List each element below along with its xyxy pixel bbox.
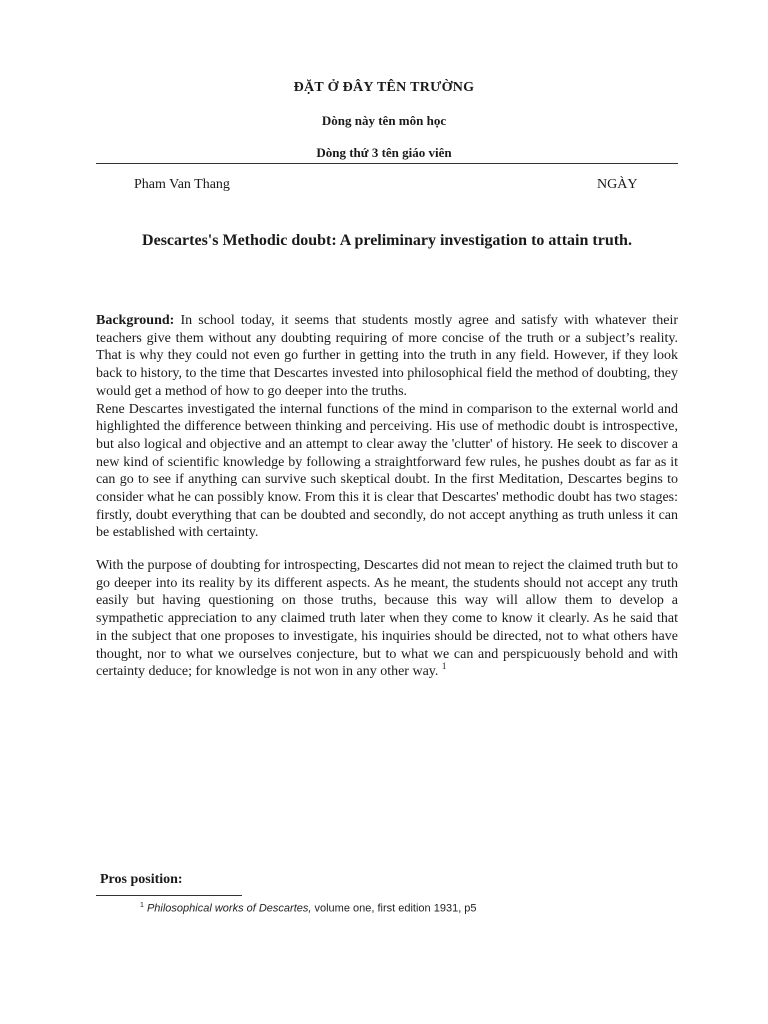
footnote-source-title: Philosophical works of Descartes, (146, 902, 312, 915)
date-label: NGÀY (597, 177, 638, 192)
background-paragraph (96, 312, 678, 542)
footnote-divider (96, 895, 242, 896)
course-name: Dòng này tên môn học (321, 113, 447, 128)
footnote-source-details: volume one, first edition 1931, p5 (311, 902, 477, 915)
footnote (140, 902, 477, 915)
teacher-name: Dòng thứ 3 tên giáo viên (316, 145, 452, 160)
background-text: In school today, it seems that students mostly agree and satisfy with whatever their teachers give them without any doubting requiring of more concise of the truth or a subject’s reality. That is why they could not even go further in getting into the truth in any field. However, if they look back to history, to the time that Descartes invested into philosophical field the method of doubting, they would get a method of how to go deeper into the truths. (96, 313, 678, 399)
purpose-text-block (96, 557, 678, 681)
pros-position-heading: Pros position: (100, 872, 183, 887)
school-name: ĐẶT Ở ĐÂY TÊN TRƯỜNG (293, 80, 475, 95)
header-divider (96, 163, 678, 164)
purpose-paragraph (96, 557, 678, 681)
student-name: Pham Van Thang (134, 177, 230, 192)
purpose-text: With the purpose of doubting for introspecting, Descartes did not mean to reject the claimed truth but to go deeper into its reality by its different aspects. As he meant, the students should not accept any truth easily but having questioning on those truths, because this way will allow them to develop a sympathetic appreciation to any claimed truth later when they come to know it clearly. As he said that in the subject that one proposes to investigate, his inquiries should be directed, not to what others have thought, nor to what we ourselves conjecture, but to what we can and perspicuously behold and with certainty deduce; for knowledge is not won in any other way. (96, 558, 678, 680)
background-intro (96, 312, 678, 401)
essay-title: Descartes's Methodic doubt: A preliminary investigation to attain truth. (142, 232, 632, 249)
background-label: Background: (96, 313, 175, 328)
footnote-reference: 1 (441, 660, 447, 671)
descartes-text: Rene Descartes investigated the internal functions of the mind in comparison to the external world and highlighted the difference between thinking and perceiving. His use of methodic doubt is introspective, but also logical and objective and an attempt to clear away the 'clutter' of history. He seek to discover a new kind of scientific knowledge by following a straightforward few rules, he pushes doubt as far as it can go to see if anything can survive such skeptical doubt. In the first Meditation, Descartes begins to consider what he can possibly know. From this it is clear that Descartes' methodic doubt has two stages: firstly, doubt everything that can be doubted and secondly, do not accept anything as truth unless it can be established with certainty. (96, 401, 678, 541)
footnote-number: 1 (140, 902, 144, 909)
